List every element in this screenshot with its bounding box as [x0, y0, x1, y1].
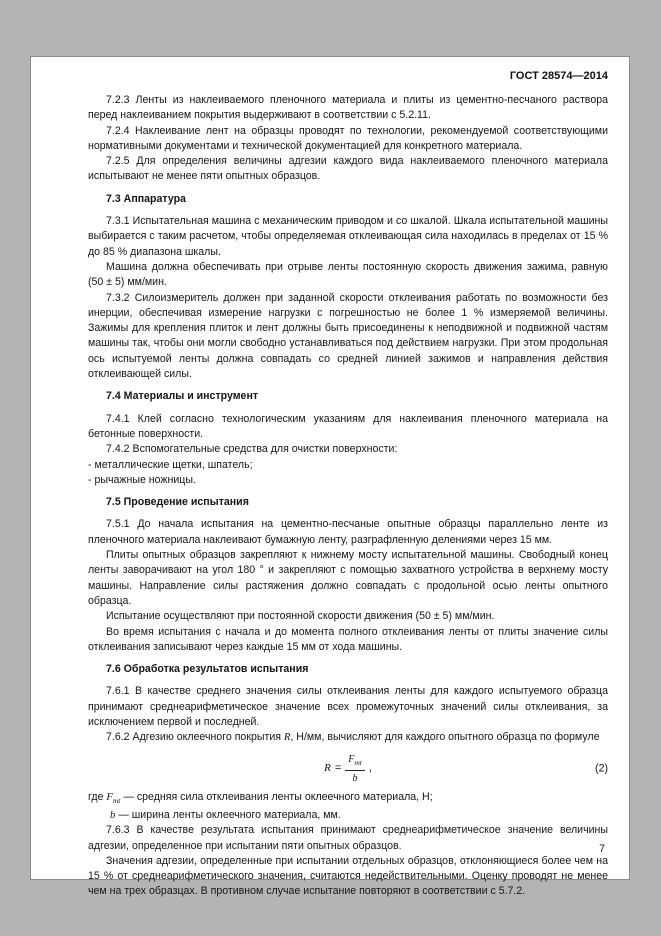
paragraph-7-5-1c: Испытание осуществляют при постоянной скорости движения (50 ± 5) мм/мин. — [106, 610, 495, 623]
section-heading-7-4: 7.4 Материалы и инструмент — [106, 390, 259, 403]
paragraph-7-6-3b: Значения адгезии, определенные при испытании отдельных образцов, отклоняющиеся более чем на 15 % от среднеарифметического значения, считаются недействительными. Оценку проводят не менее чем на трех образцах. В противном случае испытание повторяют в соответствии с 5.7.2. — [88, 854, 608, 898]
formula-2 — [88, 753, 608, 785]
variable-Fmt: F — [106, 791, 113, 803]
equals-sign: = — [334, 762, 342, 775]
paragraph-7-2-3: 7.2.3 Ленты из наклеиваемого пленочного материала и плиты из цементно-песчаного раствора перед наклеиванием покрытия выдерживают в соответствии с 5.2.11. — [88, 94, 608, 122]
formula-comma: , — [368, 762, 372, 775]
document-page — [30, 56, 630, 898]
section-heading-7-6: 7.6 Обработка результатов испытания — [106, 663, 309, 676]
paragraph-7-3-1b: Машина должна обеспечивать при отрыве ленты постоянную скорость движения зажима, равную (50 ± 5) мм/мин. — [88, 260, 608, 289]
paragraph-7-4-2: 7.4.2 Вспомогательные средства для очистки поверхности: — [106, 443, 398, 456]
paragraph-7-3-2: 7.3.2 Силоизмеритель должен при заданной скорости отклеивания работать по возможности без инерции, обеспечивая измерение нагрузки с погрешностью не более 1 % измеряемой величины. Зажимы для крепления плиток и лент должны быть присоединены к неподвижной и подвижной частям машины так, чтобы они могли свободно устанавливаться под действием нагрузки. При этом продольная ось испытуемой ленты должна совпадать со средней линией зажимов и направления действия отклеивающей силы. — [88, 291, 608, 381]
variable-b: b — [110, 809, 116, 821]
paragraph-7-5-1b: Плиты опытных образцов закрепляют к нижнему мосту испытательной машины. Свободный конец ленты заворачивают на угол 180 ° и закрепляют с помощью захватного устройства в верхнему мосту машины. Направление силы растяжения должно совпадать с продольной осью ленты опытного образца. — [88, 549, 608, 607]
paragraph-7-6-1: 7.6.1 В качестве среднего значения силы отклеивания ленты для каждого испытуемого образца принимают среднеарифметическое значение всех промежуточных значений силы отклеивания, за исключением первой и последней. — [88, 685, 608, 728]
formula-where-line2: b — ширина ленты оклеечного материала, мм. — [110, 808, 341, 821]
doc-number-header: ГОСТ 28574—2014 — [509, 70, 608, 82]
variable-R: R — [283, 732, 291, 744]
paragraph-7-4-1: 7.4.1 Клей согласно технологическим указаниям для наклеивания пленочного материала на бетонные поверхности. — [88, 412, 608, 440]
paragraph-7-6-3: 7.6.3 В качестве результата испытания принимают среднеарифметическое значение величины адгезии, определенное при испытании пяти опытных образцов. — [88, 824, 608, 852]
list-item-scissors: - рычажные ножницы. — [88, 473, 196, 486]
section-heading-7-3: 7.3 Аппаратура — [106, 192, 186, 205]
document-body — [88, 93, 608, 900]
list-item-brushes: - металлические щетки, шпатель; — [88, 458, 253, 471]
fraction-denominator: b — [352, 772, 358, 784]
paragraph-7-6-2: 7.6.2 Адгезию оклеечного покрытия R, Н/мм, вычисляют для каждого опытного образца по формуле — [106, 731, 600, 744]
formula-where-line1: где $F_{mt}$ — средняя сила отклеивания ленты оклеечного материала, Н; — [88, 790, 433, 805]
paragraph-7-2-5: 7.2.5 Для определения величины адгезии каждого вида наклеиваемого пленочного материала испытывают не менее пяти опытных образцов. — [88, 155, 608, 183]
paragraph-7-5-1d: Во время испытания с начала и до момента полного отклеивания ленты от плиты значение силы отклеивания записывают через каждые 15 мм от хода машины. — [88, 625, 608, 653]
formula-expression — [324, 753, 372, 785]
paragraph-7-5-1: 7.5.1 До начала испытания на цементно-песчаные опытные образцы параллельно ленте из пленочного материала наклеивают бумажную ленту, разграфленную делениями через 15 мм. — [88, 518, 608, 546]
section-heading-7-5: 7.5 Проведение испытания — [106, 496, 249, 509]
fraction-numerator: $F_{mt}$ — [345, 753, 365, 771]
paragraph-7-2-4: 7.2.4 Наклеивание лент на образцы проводят по технологии, рекомендуемой соответствующими нормативными документами и технической документацией для конкретного материала. — [88, 124, 608, 152]
formula-lhs: R — [324, 762, 331, 775]
paragraph-7-3-1: 7.3.1 Испытательная машина с механическим приводом и со шкалой. Шкала испытательной машины выбирается с таким расчетом, чтобы определяемая отклеивающая сила находилась в пределах от 15 % до 85 % диапазона шкалы. — [88, 215, 608, 258]
page-number: 7 — [599, 843, 605, 855]
fraction — [345, 753, 365, 785]
formula-number: (2) — [595, 761, 608, 774]
